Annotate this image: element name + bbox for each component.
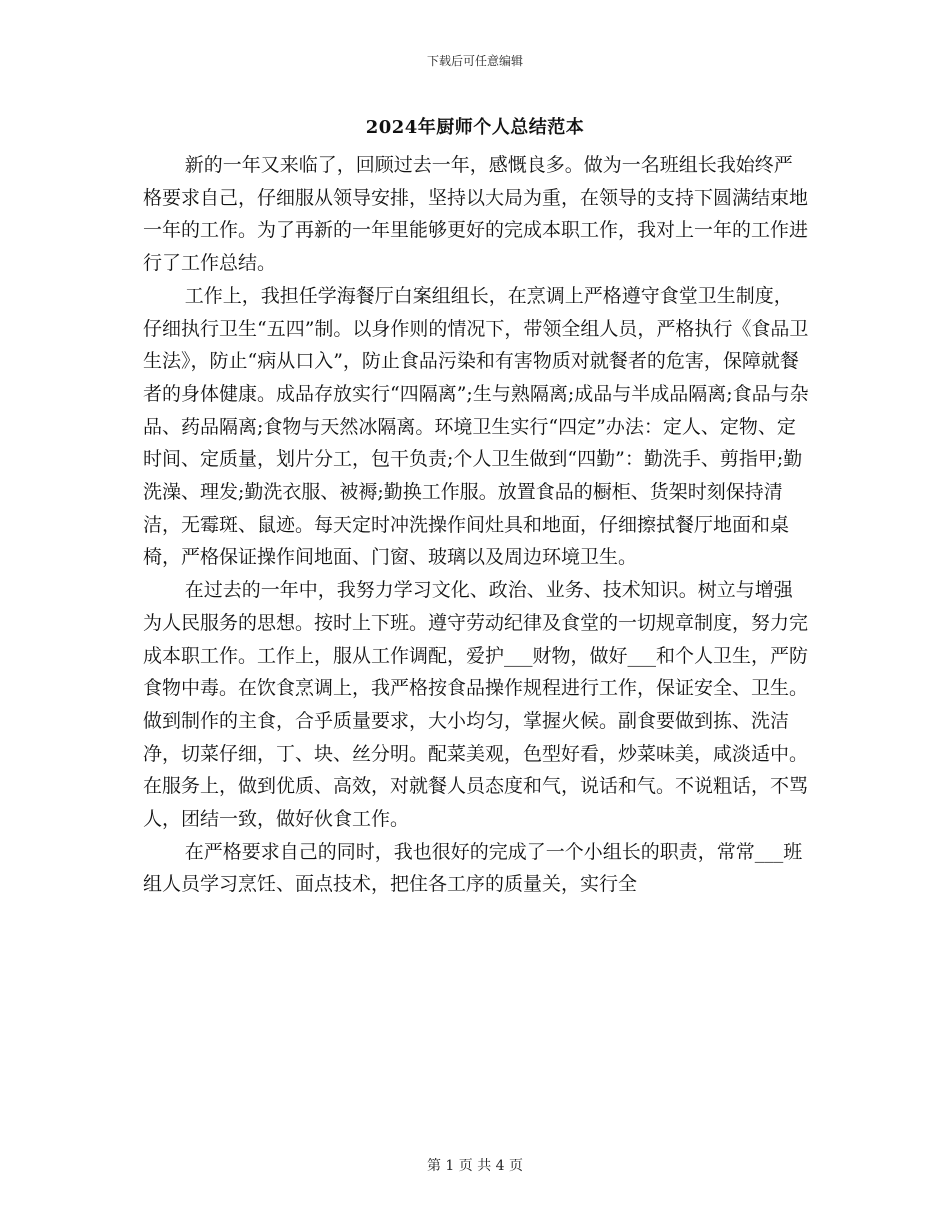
paragraph: 在严格要求自己的同时，我也很好的完成了一个小组长的职责，常常___班组人员学习烹饪、面点技术，把住各工序的质量关，实行全: [143, 840, 803, 896]
header-note: 下载后可任意编辑: [426, 54, 523, 68]
paragraph: 在过去的一年中，我努力学习文化、政治、业务、技术知识。树立与增强为人民服务的思想。按时上下班。遵守劳动纪律及食堂的一切规章制度，努力完成本职工作。工作上，服从工作调配，爱护___财物，做好___和个人卫生，严防食物中毒。在饮食烹调上，我严格按食品操作规程进行工作，保证安全、卫生。做到制作的主食，合乎质量要求，大小均匀，掌握火候。副食要做到拣、洗洁净，切菜仔细，丁、块、丝分明。配菜美观，色型好看，炒菜味美，咸淡适中。在服务上，做到优质、高效，对就餐人员态度和气，说话和气。不说粗话，不骂人，团结一致，做好伙食工作。: [143, 579, 809, 831]
document-body: [143, 149, 809, 901]
paragraph: 新的一年又来临了，回顾过去一年，感慨良多。做为一名班组长我始终严格要求自己，仔细服从领导安排，坚持以大局为重，在领导的支持下圆满结束地一年的工作。为了再新的一年里能够更好的完成本职工作，我对上一年的工作进行了工作总结。: [143, 154, 809, 275]
page-number-footer: 第 1 页 共 4 页: [426, 1158, 524, 1174]
document-title: 2024年厨师个人总结范本: [365, 117, 585, 138]
paragraph: 工作上，我担任学海餐厅白案组组长，在烹调上严格遵守食堂卫生制度，仔细执行卫生“五四”制。以身作则的情况下，带领全组人员，严格执行《食品卫生法》，防止“病从口入”，防止食品污染和有害物质对就餐者的危害，保障就餐者的身体健康。成品存放实行“四隔离”;生与熟隔离;成品与半成品隔离;食品与杂品、药品隔离;食物与天然冰隔离。环境卫生实行“四定”办法：定人、定物、定时间、定质量，划片分工，包干负责;个人卫生做到“四勤”：勤洗手、剪指甲;勤洗澡、理发;勤洗衣服、被褥;勤换工作服。放置食品的橱柜、货架时刻保持清洁，无霉斑、鼠迹。每天定时冲洗操作间灶具和地面，仔细擦拭餐厅地面和桌椅，严格保证操作间地面、门窗、玻璃以及周边环境卫生。: [143, 284, 809, 569]
